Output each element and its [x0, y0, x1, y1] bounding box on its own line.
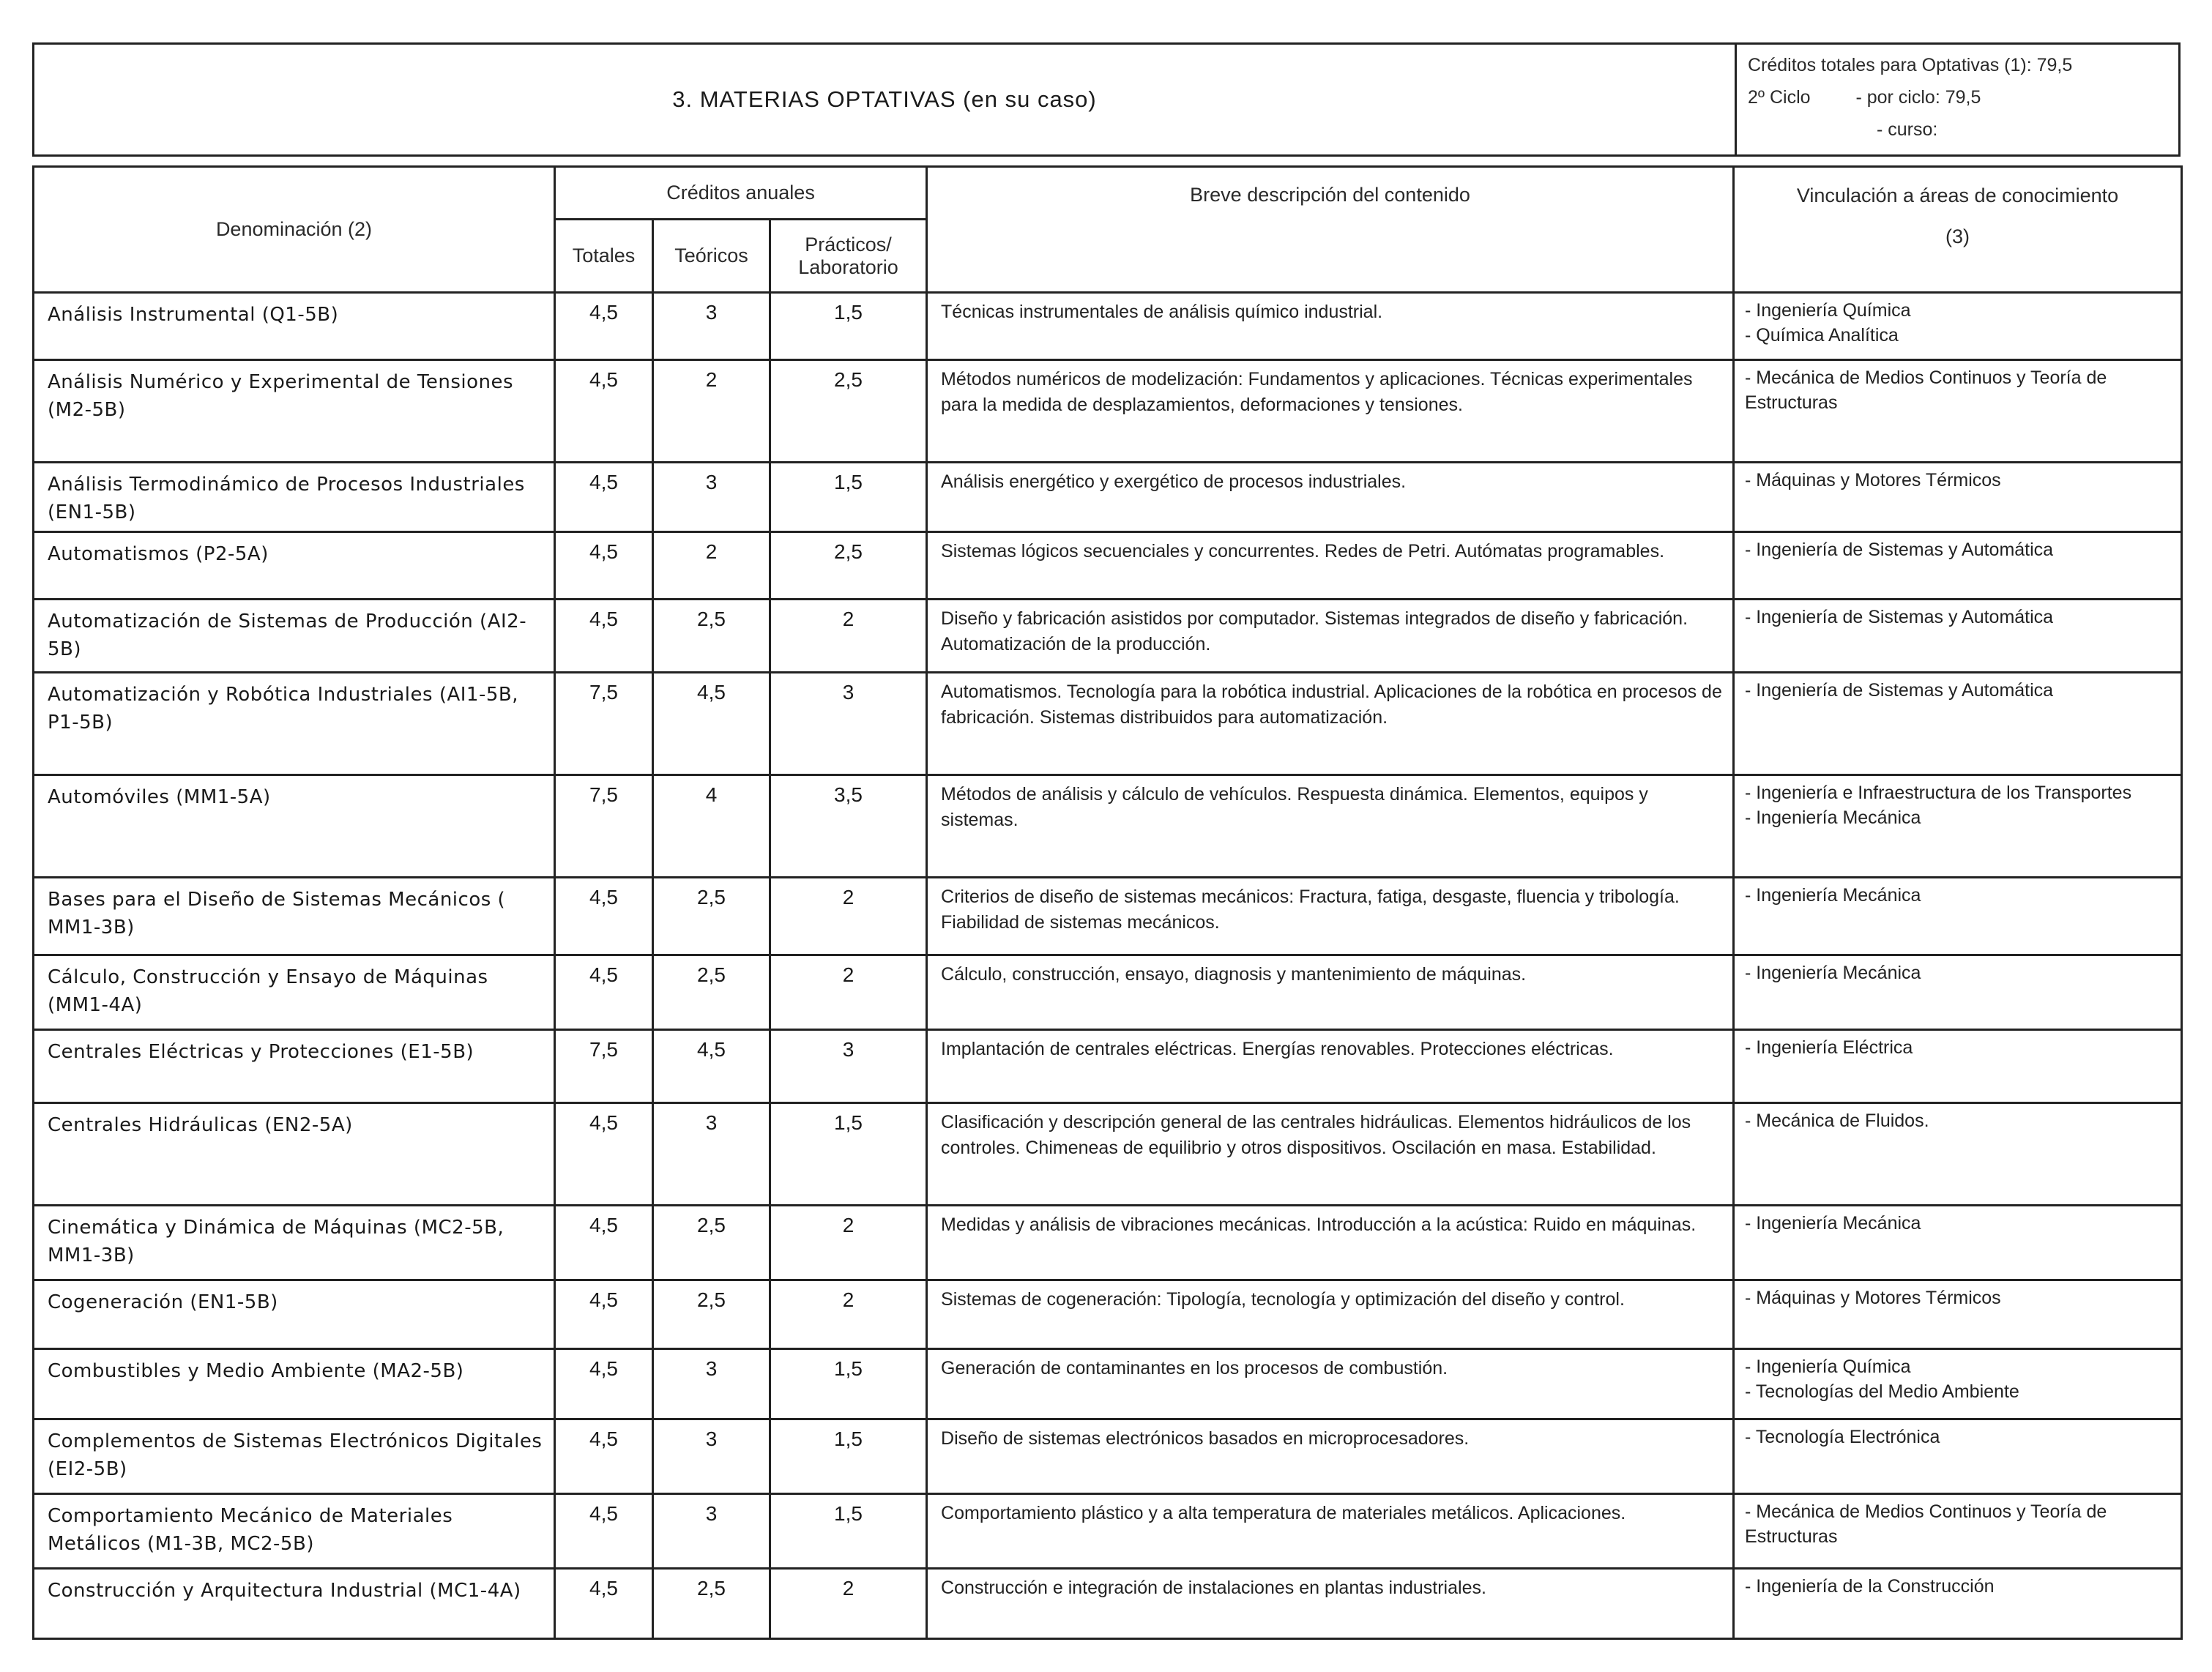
- knowledge-area-item: - Máquinas y Motores Térmicos: [1745, 470, 2001, 490]
- subject-name: Automatismos (P2-5A): [34, 532, 555, 600]
- credits-totales: 7,5: [555, 673, 653, 775]
- credits-teoricos: 2,5: [653, 1569, 770, 1639]
- credits-teoricos: 2,5: [653, 1280, 770, 1349]
- credits-practicos: 3: [770, 673, 927, 775]
- knowledge-area-item: - Ingeniería Química: [1745, 300, 1911, 321]
- vinculacion-label: Vinculación a áreas de conocimiento: [1796, 184, 2119, 206]
- subject-description: Medidas y análisis de vibraciones mecánicas. Introducción a la acústica: Ruido en máquinas.: [927, 1206, 1734, 1280]
- table-row: [34, 1569, 2182, 1639]
- knowledge-areas: [1734, 1206, 2182, 1280]
- credits-totales: 4,5: [555, 955, 653, 1030]
- subject-description: Automatismos. Tecnología para la robótica industrial. Aplicaciones de la robótica en procesos de fabricación. Sistemas distribuidos para automatización.: [927, 673, 1734, 775]
- knowledge-areas: [1734, 775, 2182, 878]
- subject-name: Automatización y Robótica Industriales (AI1-5B, P1-5B): [34, 673, 555, 775]
- credits-per-course: - curso:: [1877, 119, 1938, 140]
- credits-practicos: 2: [770, 955, 927, 1030]
- subject-description: Comportamiento plástico y a alta temperatura de materiales metálicos. Aplicaciones.: [927, 1494, 1734, 1569]
- knowledge-areas: [1734, 293, 2182, 360]
- knowledge-area-item: - Máquinas y Motores Térmicos: [1745, 1288, 2001, 1308]
- credits-totales: 4,5: [555, 1206, 653, 1280]
- table-row: [34, 463, 2182, 532]
- knowledge-area-item: - Química Analítica: [1745, 325, 1899, 346]
- knowledge-area-item: - Mecánica de Medios Continuos y Teoría de Estructuras: [1745, 367, 2107, 413]
- subject-name: Cogeneración (EN1-5B): [34, 1280, 555, 1349]
- col-header-vinculacion: [1734, 167, 2182, 293]
- credits-totales: 7,5: [555, 775, 653, 878]
- credits-cycle-label: 2º Ciclo: [1748, 87, 1811, 108]
- knowledge-area-item: - Ingeniería Eléctrica: [1745, 1037, 1913, 1058]
- knowledge-area-item: - Tecnología Electrónica: [1745, 1427, 1940, 1447]
- col-header-creditos-anuales: Créditos anuales: [555, 167, 927, 220]
- knowledge-area-item: - Ingeniería de la Construcción: [1745, 1576, 1995, 1597]
- knowledge-area-item: - Tecnologías del Medio Ambiente: [1745, 1381, 2019, 1402]
- table-row: [34, 1030, 2182, 1103]
- credits-teoricos: 2,5: [653, 600, 770, 673]
- credits-teoricos: 2: [653, 360, 770, 463]
- table-row: [34, 360, 2182, 463]
- knowledge-area-item: - Ingeniería Química: [1745, 1356, 1911, 1377]
- knowledge-area-item: - Ingeniería Mecánica: [1745, 1213, 1921, 1234]
- knowledge-area-item: - Ingeniería e Infraestructura de los Transportes: [1745, 783, 2132, 803]
- credits-practicos: 2: [770, 878, 927, 955]
- subject-name: Automatización de Sistemas de Producción (AI2-5B): [34, 600, 555, 673]
- subject-description: Sistemas de cogeneración: Tipología, tecnología y optimización del diseño y control.: [927, 1280, 1734, 1349]
- credits-totales: 4,5: [555, 1569, 653, 1639]
- credits-teoricos: 4,5: [653, 1030, 770, 1103]
- credits-totales: 4,5: [555, 360, 653, 463]
- table-row: [34, 955, 2182, 1030]
- subject-description: Sistemas lógicos secuenciales y concurrentes. Redes de Petri. Autómatas programables.: [927, 532, 1734, 600]
- credits-totales: 4,5: [555, 1103, 653, 1206]
- credits-practicos: 1,5: [770, 1494, 927, 1569]
- vinculacion-note: (3): [1945, 225, 1970, 247]
- subject-name: Análisis Instrumental (Q1-5B): [34, 293, 555, 360]
- credits-per-cycle: - por ciclo: 79,5: [1855, 87, 1981, 108]
- subject-name: Bases para el Diseño de Sistemas Mecánicos ( MM1-3B): [34, 878, 555, 955]
- credits-teoricos: 3: [653, 1349, 770, 1419]
- table-row: [34, 673, 2182, 775]
- table-row: [34, 1494, 2182, 1569]
- knowledge-areas: [1734, 878, 2182, 955]
- credits-totales: 4,5: [555, 878, 653, 955]
- credits-teoricos: 4: [653, 775, 770, 878]
- knowledge-area-item: - Ingeniería de Sistemas y Automática: [1745, 607, 2054, 627]
- subject-description: Métodos de análisis y cálculo de vehículos. Respuesta dinámica. Elementos, equipos y sistemas.: [927, 775, 1734, 878]
- credits-practicos: 2: [770, 1569, 927, 1639]
- knowledge-area-item: - Ingeniería Mecánica: [1745, 885, 1921, 906]
- credits-totales: 4,5: [555, 1280, 653, 1349]
- subject-name: Centrales Eléctricas y Protecciones (E1-5B): [34, 1030, 555, 1103]
- credits-practicos: 2,5: [770, 360, 927, 463]
- subject-name: Cinemática y Dinámica de Máquinas (MC2-5B, MM1-3B): [34, 1206, 555, 1280]
- credits-practicos: 2,5: [770, 532, 927, 600]
- credits-totales: 4,5: [555, 1349, 653, 1419]
- subject-description: Diseño y fabricación asistidos por computador. Sistemas integrados de diseño y fabricación. Automatización de la producción.: [927, 600, 1734, 673]
- subject-name: Comportamiento Mecánico de Materiales Metálicos (M1-3B, MC2-5B): [34, 1494, 555, 1569]
- knowledge-areas: [1734, 1349, 2182, 1419]
- table-row: [34, 293, 2182, 360]
- credits-practicos: 3: [770, 1030, 927, 1103]
- knowledge-areas: [1734, 360, 2182, 463]
- credits-practicos: 1,5: [770, 1349, 927, 1419]
- subject-name: Centrales Hidráulicas (EN2-5A): [34, 1103, 555, 1206]
- subject-name: Análisis Numérico y Experimental de Tensiones (M2-5B): [34, 360, 555, 463]
- subject-description: Métodos numéricos de modelización: Fundamentos y aplicaciones. Técnicas experimentales para la medida de desplazamientos, deformaciones y tensiones.: [927, 360, 1734, 463]
- subject-description: Implantación de centrales eléctricas. Energías renovables. Protecciones eléctricas.: [927, 1030, 1734, 1103]
- subject-name: Construcción y Arquitectura Industrial (MC1-4A): [34, 1569, 555, 1639]
- credits-totales: 7,5: [555, 1030, 653, 1103]
- credits-practicos: 1,5: [770, 1103, 927, 1206]
- subject-description: Análisis energético y exergético de procesos industriales.: [927, 463, 1734, 532]
- knowledge-areas: [1734, 1494, 2182, 1569]
- knowledge-area-item: - Ingeniería de Sistemas y Automática: [1745, 680, 2054, 701]
- table-row: [34, 1280, 2182, 1349]
- section-header: [32, 42, 2181, 157]
- knowledge-area-item: - Ingeniería Mecánica: [1745, 963, 1921, 983]
- credits-practicos: 2: [770, 1280, 927, 1349]
- table-row: [34, 532, 2182, 600]
- col-header-teoricos: Teóricos: [653, 220, 770, 293]
- knowledge-areas: [1734, 463, 2182, 532]
- credits-teoricos: 3: [653, 1103, 770, 1206]
- credits-cycle-line: [1748, 81, 2072, 113]
- knowledge-areas: [1734, 1280, 2182, 1349]
- credits-teoricos: 3: [653, 463, 770, 532]
- subject-name: Complementos de Sistemas Electrónicos Digitales (EI2-5B): [34, 1419, 555, 1494]
- credits-totales: 4,5: [555, 1494, 653, 1569]
- subject-description: Criterios de diseño de sistemas mecánicos: Fractura, fatiga, desgaste, fluencia y tribología. Fiabilidad de sistemas mecánicos.: [927, 878, 1734, 955]
- knowledge-areas: [1734, 955, 2182, 1030]
- col-header-descripcion: Breve descripción del contenido: [927, 167, 1734, 293]
- credits-totales: 4,5: [555, 532, 653, 600]
- credits-teoricos: 3: [653, 293, 770, 360]
- knowledge-areas: [1734, 532, 2182, 600]
- table-row: [34, 1419, 2182, 1494]
- credits-totales: 4,5: [555, 463, 653, 532]
- knowledge-areas: [1734, 1569, 2182, 1639]
- subject-description: Generación de contaminantes en los procesos de combustión.: [927, 1349, 1734, 1419]
- credits-total: Créditos totales para Optativas (1): 79,5: [1748, 55, 2073, 75]
- knowledge-area-item: - Ingeniería Mecánica: [1745, 807, 1921, 828]
- header-divider: [1735, 45, 1737, 154]
- credits-totales: 4,5: [555, 600, 653, 673]
- subject-description: Técnicas instrumentales de análisis químico industrial.: [927, 293, 1734, 360]
- table-row: [34, 1349, 2182, 1419]
- credits-teoricos: 2,5: [653, 955, 770, 1030]
- subject-name: Combustibles y Medio Ambiente (MA2-5B): [34, 1349, 555, 1419]
- optional-subjects-table: [32, 165, 2183, 1640]
- credits-summary: [1748, 49, 2072, 146]
- credits-totales: 4,5: [555, 1419, 653, 1494]
- subject-description: Construcción e integración de instalaciones en plantas industriales.: [927, 1569, 1734, 1639]
- knowledge-area-item: - Mecánica de Fluidos.: [1745, 1111, 1929, 1131]
- credits-totales: 4,5: [555, 293, 653, 360]
- credits-teoricos: 3: [653, 1419, 770, 1494]
- knowledge-areas: [1734, 600, 2182, 673]
- credits-teoricos: 3: [653, 1494, 770, 1569]
- credits-practicos: 2: [770, 600, 927, 673]
- credits-practicos: 1,5: [770, 293, 927, 360]
- col-header-denominacion: Denominación (2): [34, 167, 555, 293]
- credits-practicos: 1,5: [770, 463, 927, 532]
- credits-practicos: 3,5: [770, 775, 927, 878]
- subject-name: Cálculo, Construcción y Ensayo de Máquinas (MM1-4A): [34, 955, 555, 1030]
- knowledge-area-item: - Ingeniería de Sistemas y Automática: [1745, 540, 2054, 560]
- table-body: [34, 293, 2182, 1639]
- section-title: 3. MATERIAS OPTATIVAS (en su caso): [672, 86, 1097, 112]
- knowledge-areas: [1734, 1030, 2182, 1103]
- credits-teoricos: 2,5: [653, 878, 770, 955]
- credits-practicos: 1,5: [770, 1419, 927, 1494]
- subject-name: Análisis Termodinámico de Procesos Industriales (EN1-5B): [34, 463, 555, 532]
- subject-name: Automóviles (MM1-5A): [34, 775, 555, 878]
- table-row: [34, 1206, 2182, 1280]
- knowledge-area-item: - Mecánica de Medios Continuos y Teoría de Estructuras: [1745, 1501, 2107, 1547]
- credits-practicos: 2: [770, 1206, 927, 1280]
- col-header-totales: Totales: [555, 220, 653, 293]
- table-row: [34, 775, 2182, 878]
- table-row: [34, 600, 2182, 673]
- credits-teoricos: 4,5: [653, 673, 770, 775]
- knowledge-areas: [1734, 1103, 2182, 1206]
- table-row: [34, 878, 2182, 955]
- subject-description: Diseño de sistemas electrónicos basados en microprocesadores.: [927, 1419, 1734, 1494]
- table-row: [34, 1103, 2182, 1206]
- credits-teoricos: 2: [653, 532, 770, 600]
- credits-teoricos: 2,5: [653, 1206, 770, 1280]
- subject-description: Clasificación y descripción general de las centrales hidráulicas. Elementos hidráulicos de los controles. Chimeneas de equilibrio y otros dispositivos. Oscilación en masa. Estabilidad.: [927, 1103, 1734, 1206]
- knowledge-areas: [1734, 673, 2182, 775]
- subject-description: Cálculo, construcción, ensayo, diagnosis y mantenimiento de máquinas.: [927, 955, 1734, 1030]
- col-header-practicos: Prácticos/ Laboratorio: [770, 220, 927, 293]
- knowledge-areas: [1734, 1419, 2182, 1494]
